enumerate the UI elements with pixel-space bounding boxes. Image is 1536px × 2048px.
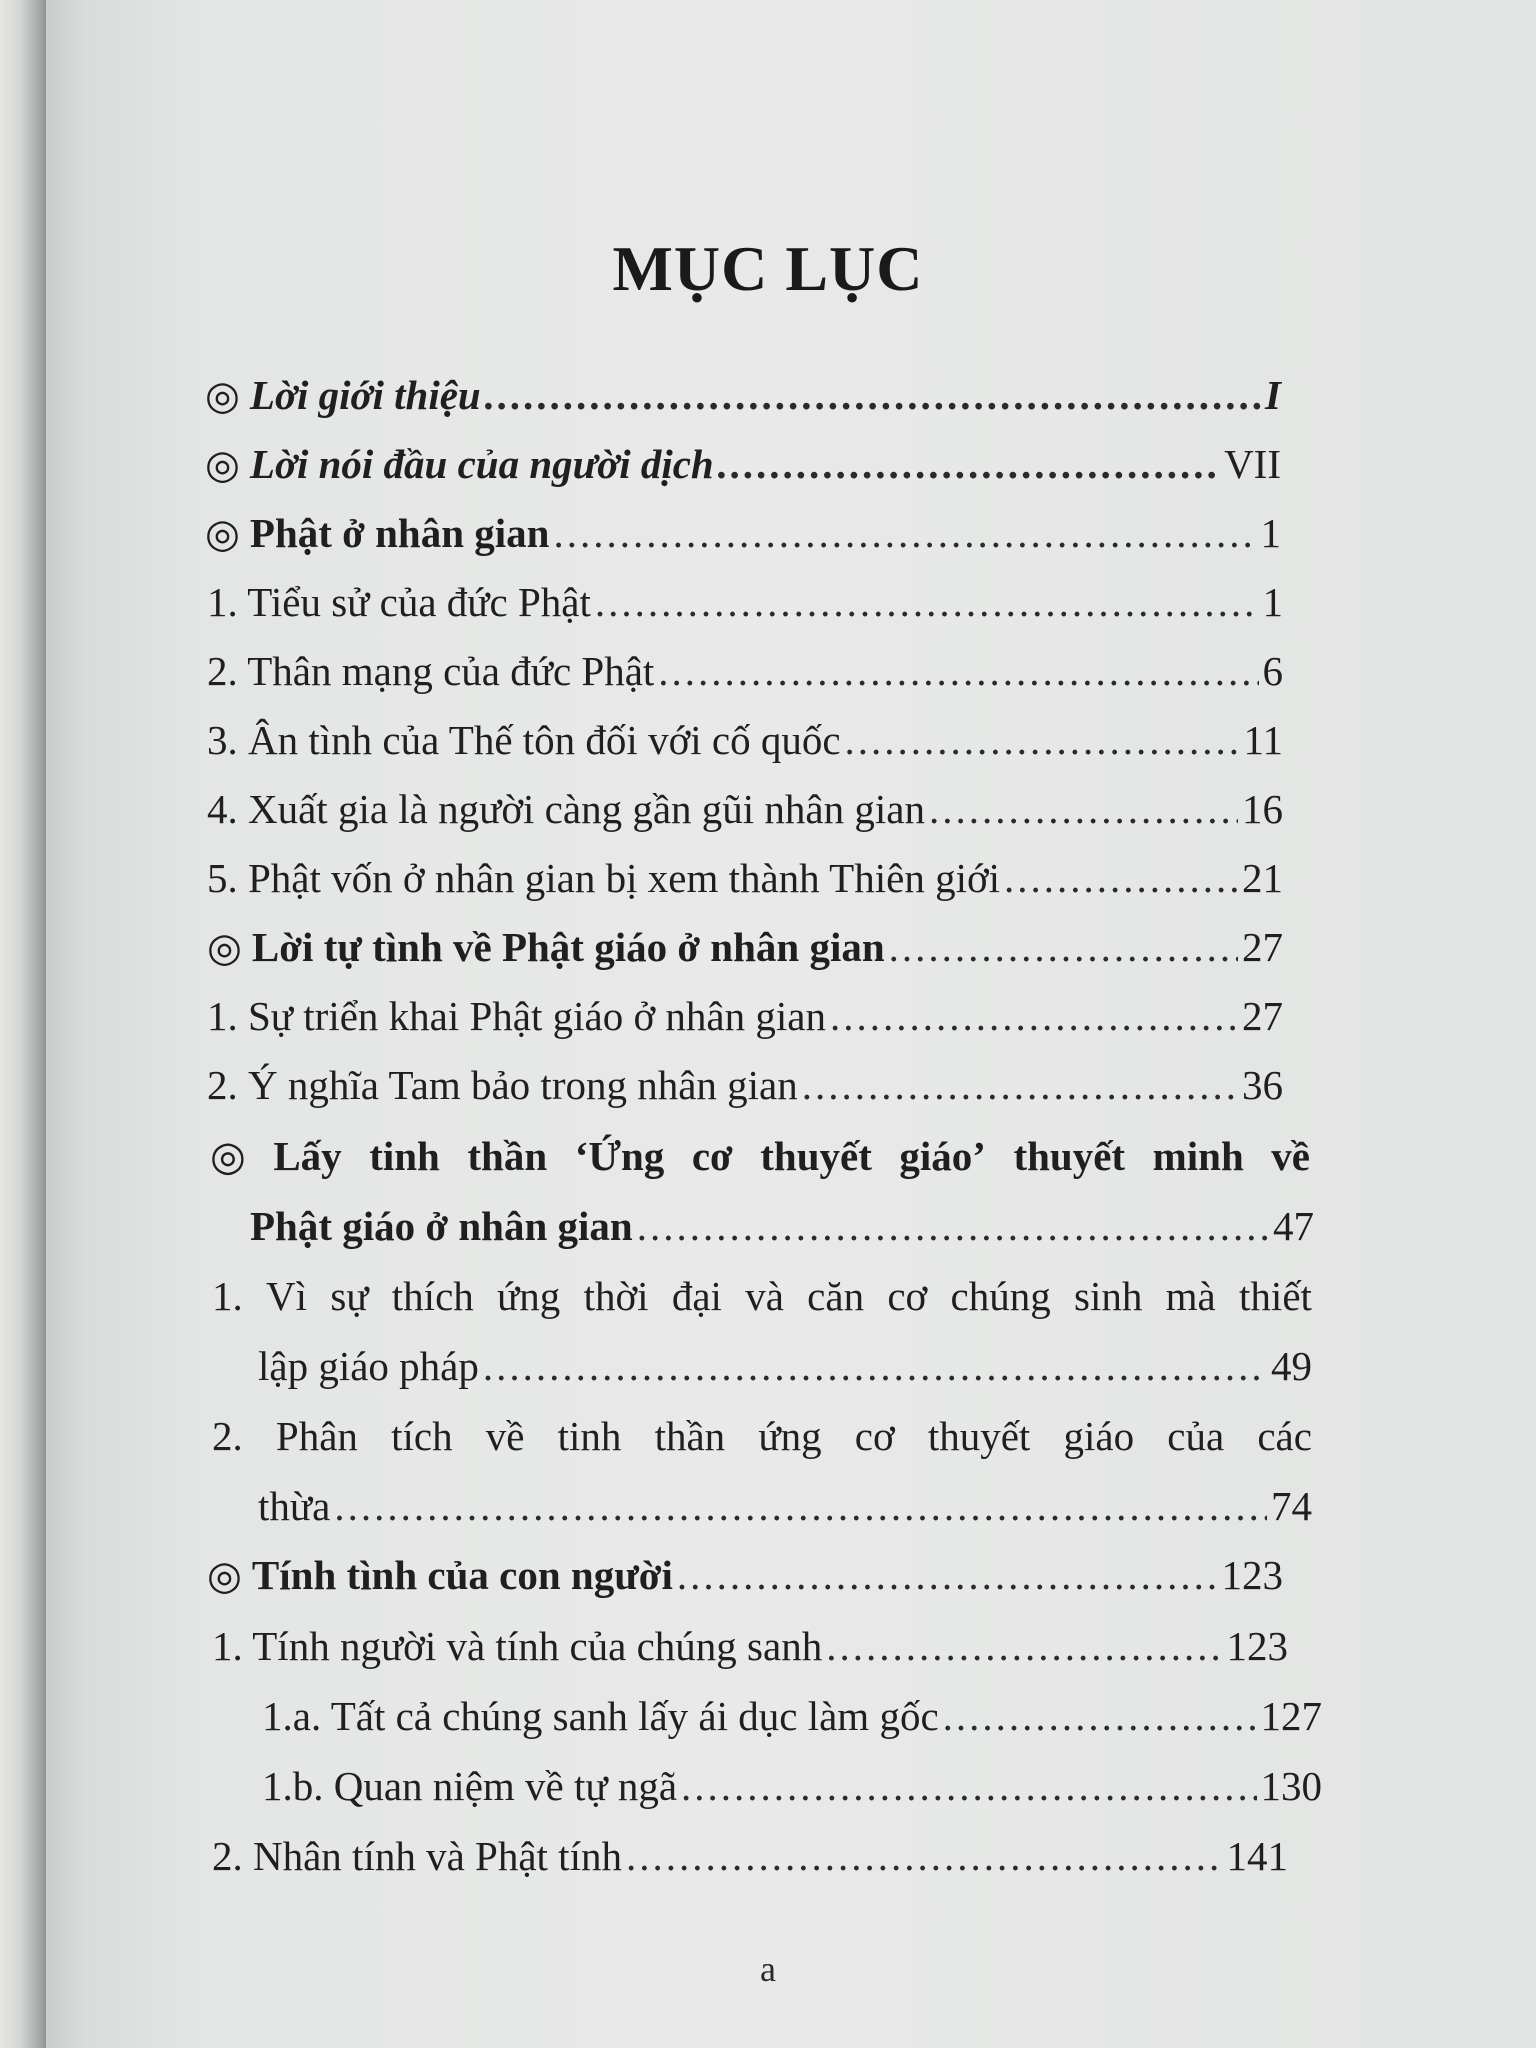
toc-entry-thich-ung-line2 xyxy=(258,1336,1312,1396)
toc-entry-page: 1 xyxy=(1262,579,1283,625)
toc-entry-label: 1. Tiểu sử của đức Phật xyxy=(207,579,591,625)
toc-word: về xyxy=(485,1413,525,1459)
toc-entry-label: Phật giáo ở nhân gian xyxy=(250,1203,633,1249)
toc-entry-page: 6 xyxy=(1262,648,1283,694)
leader-dots xyxy=(718,434,1220,494)
toc-entry-page: 1 xyxy=(1260,510,1281,556)
toc-entry-page: 130 xyxy=(1260,1763,1322,1809)
toc-entry-label: Lời tự tình về Phật giáo ở nhân gian xyxy=(251,924,885,970)
leader-dots xyxy=(830,986,1238,1046)
leader-dots xyxy=(929,779,1238,839)
leader-dots xyxy=(637,1196,1269,1256)
toc-entry-page: 16 xyxy=(1242,786,1283,832)
toc-entry-page: 49 xyxy=(1271,1343,1312,1389)
toc-entry-loi-gioi-thieu xyxy=(205,365,1281,425)
toc-word: thần xyxy=(467,1133,548,1179)
toc-entry-page: 36 xyxy=(1242,1062,1283,1108)
toc-entry-page: 27 xyxy=(1242,993,1283,1039)
toc-entry-label: Lời giới thiệu xyxy=(249,372,481,418)
toc-entry-label: thừa xyxy=(258,1483,331,1529)
toc-entry-page: 127 xyxy=(1260,1693,1322,1739)
toc-entry-label: Lời nói đầu của người dịch xyxy=(249,441,714,487)
toc-word: các xyxy=(1257,1413,1312,1459)
toc-entry-thich-ung-line1 xyxy=(212,1266,1312,1326)
toc-word: cơ xyxy=(854,1413,895,1459)
toc-entry xyxy=(207,779,1283,839)
toc-word: thích xyxy=(391,1273,474,1319)
toc-entry xyxy=(262,1686,1322,1746)
toc-entry-phan-tich-line1 xyxy=(212,1406,1312,1466)
toc-word: mà xyxy=(1165,1273,1216,1319)
toc-word: thiết xyxy=(1239,1273,1312,1319)
leader-dots xyxy=(334,1476,1267,1536)
leader-dots xyxy=(553,503,1256,563)
toc-word: đại xyxy=(671,1273,722,1319)
toc-entry-label: 2. Thân mạng của đức Phật xyxy=(207,648,655,694)
toc-entry-label: 1.b. Quan niệm về tự ngã xyxy=(262,1763,678,1809)
toc-word: thuyết xyxy=(760,1133,872,1179)
toc-entry-page: 123 xyxy=(1226,1623,1288,1669)
toc-entry xyxy=(207,986,1283,1046)
toc-entry xyxy=(207,572,1283,632)
toc-entry-label: lập giáo pháp xyxy=(258,1343,479,1389)
toc-entry xyxy=(207,641,1283,701)
toc-word: chúng xyxy=(950,1273,1051,1319)
toc-entry-ung-co-line2 xyxy=(250,1196,1314,1256)
toc-entry-label: 2. Nhân tính và Phật tính xyxy=(212,1833,622,1879)
toc-entry-phan-tich-line2 xyxy=(258,1476,1312,1536)
toc-entry-label: 5. Phật vốn ở nhân gian bị xem thành Thiên giới xyxy=(207,855,1001,901)
toc-entry-label: 3. Ân tình của Thế tôn đối với cố quốc xyxy=(207,717,841,763)
toc-word: giáo xyxy=(1063,1413,1135,1459)
toc-entry-label: 1.a. Tất cả chúng sanh lấy ái dục làm gốc xyxy=(262,1693,939,1739)
leader-dots xyxy=(658,641,1258,701)
toc-word: thuyết xyxy=(927,1413,1031,1459)
page-number: a xyxy=(760,1949,776,1989)
toc-word: Phân xyxy=(275,1413,358,1459)
toc-word: giáo’ xyxy=(899,1133,986,1179)
toc-entry-label: Phật ở nhân gian xyxy=(249,510,550,556)
circle-bullet-icon: ◎ xyxy=(207,925,242,970)
toc-entry-page: 47 xyxy=(1273,1203,1314,1249)
circle-bullet-icon: ◎ xyxy=(205,511,240,556)
leader-dots xyxy=(677,1545,1218,1605)
toc-entry-page: 27 xyxy=(1242,924,1283,970)
toc-entry-page: 123 xyxy=(1221,1552,1283,1598)
toc-entry xyxy=(212,1616,1288,1676)
toc-word: sinh xyxy=(1074,1273,1143,1319)
toc-entry-label: 2. Ý nghĩa Tam bảo trong nhân gian xyxy=(207,1062,798,1108)
toc-word: về xyxy=(1271,1133,1310,1179)
toc-entry-page: 21 xyxy=(1242,855,1283,901)
toc-entry-page: I xyxy=(1265,372,1281,418)
toc-word: 1. xyxy=(212,1273,243,1319)
toc-entry-page: 11 xyxy=(1243,717,1283,763)
toc-word: sự xyxy=(330,1273,369,1319)
leader-dots xyxy=(483,1336,1267,1396)
toc-entry xyxy=(212,1826,1288,1886)
leader-dots xyxy=(1004,848,1238,908)
toc-word: minh xyxy=(1152,1133,1244,1179)
toc-entry-label: 4. Xuất gia là người càng gần gũi nhân gian xyxy=(207,786,925,832)
leader-dots xyxy=(889,917,1238,977)
toc-word: Vì xyxy=(266,1273,308,1319)
toc-word: tích xyxy=(391,1413,453,1459)
toc-entry-page: 74 xyxy=(1271,1483,1312,1529)
leader-dots xyxy=(485,365,1261,425)
page-title: MỤC LỤC xyxy=(612,233,924,304)
toc-word: 2. xyxy=(212,1413,243,1459)
toc-word: căn xyxy=(807,1273,865,1319)
circle-bullet-icon: ◎ xyxy=(207,1553,242,1598)
toc-entry-loi-noi-dau xyxy=(205,434,1281,494)
toc-entry-loi-tu-tinh xyxy=(207,917,1283,977)
toc-entry-label: 1. Tính người và tính của chúng sanh xyxy=(212,1623,823,1669)
leader-dots xyxy=(845,710,1240,770)
toc-entry-page: 141 xyxy=(1226,1833,1288,1879)
toc-word: thời xyxy=(583,1273,649,1319)
toc-word: ứng xyxy=(758,1413,822,1459)
circle-bullet-icon: ◎ xyxy=(205,442,240,487)
leader-dots xyxy=(626,1826,1223,1886)
toc-word: tinh xyxy=(369,1133,440,1179)
toc-entry xyxy=(207,848,1283,908)
toc-entry-label: 1. Sự triển khai Phật giáo ở nhân gian xyxy=(207,993,826,1039)
circle-bullet-icon: ◎ xyxy=(205,373,240,418)
toc-word: ứng xyxy=(497,1273,561,1319)
toc-word: thuyết xyxy=(1013,1133,1126,1179)
toc-entry xyxy=(207,710,1283,770)
toc-word: và xyxy=(745,1273,784,1319)
toc-word: thần xyxy=(654,1413,726,1459)
leader-dots xyxy=(681,1756,1256,1816)
toc-word: tinh xyxy=(557,1413,622,1459)
toc-word: của xyxy=(1167,1413,1225,1459)
circle-bullet-icon: ◎ xyxy=(210,1133,246,1179)
toc-entry-tinh-tinh xyxy=(207,1545,1283,1605)
toc-entry-page: VII xyxy=(1224,441,1281,487)
toc-entry-phat-o-nhan-gian xyxy=(205,503,1281,563)
leader-dots xyxy=(802,1055,1238,1115)
toc-word: cơ xyxy=(887,1273,928,1319)
toc-entry xyxy=(262,1756,1322,1816)
toc-entry-ung-co-line1 xyxy=(210,1126,1310,1186)
leader-dots xyxy=(943,1686,1257,1746)
toc-entry xyxy=(207,1055,1283,1115)
toc-entry-label: Tính tình của con người xyxy=(251,1552,673,1598)
leader-dots xyxy=(595,572,1259,632)
toc-word: ‘Ứng xyxy=(574,1133,665,1179)
leader-dots xyxy=(826,1616,1222,1676)
toc-word: Lấy xyxy=(273,1133,342,1179)
toc-word: cơ xyxy=(691,1133,733,1179)
